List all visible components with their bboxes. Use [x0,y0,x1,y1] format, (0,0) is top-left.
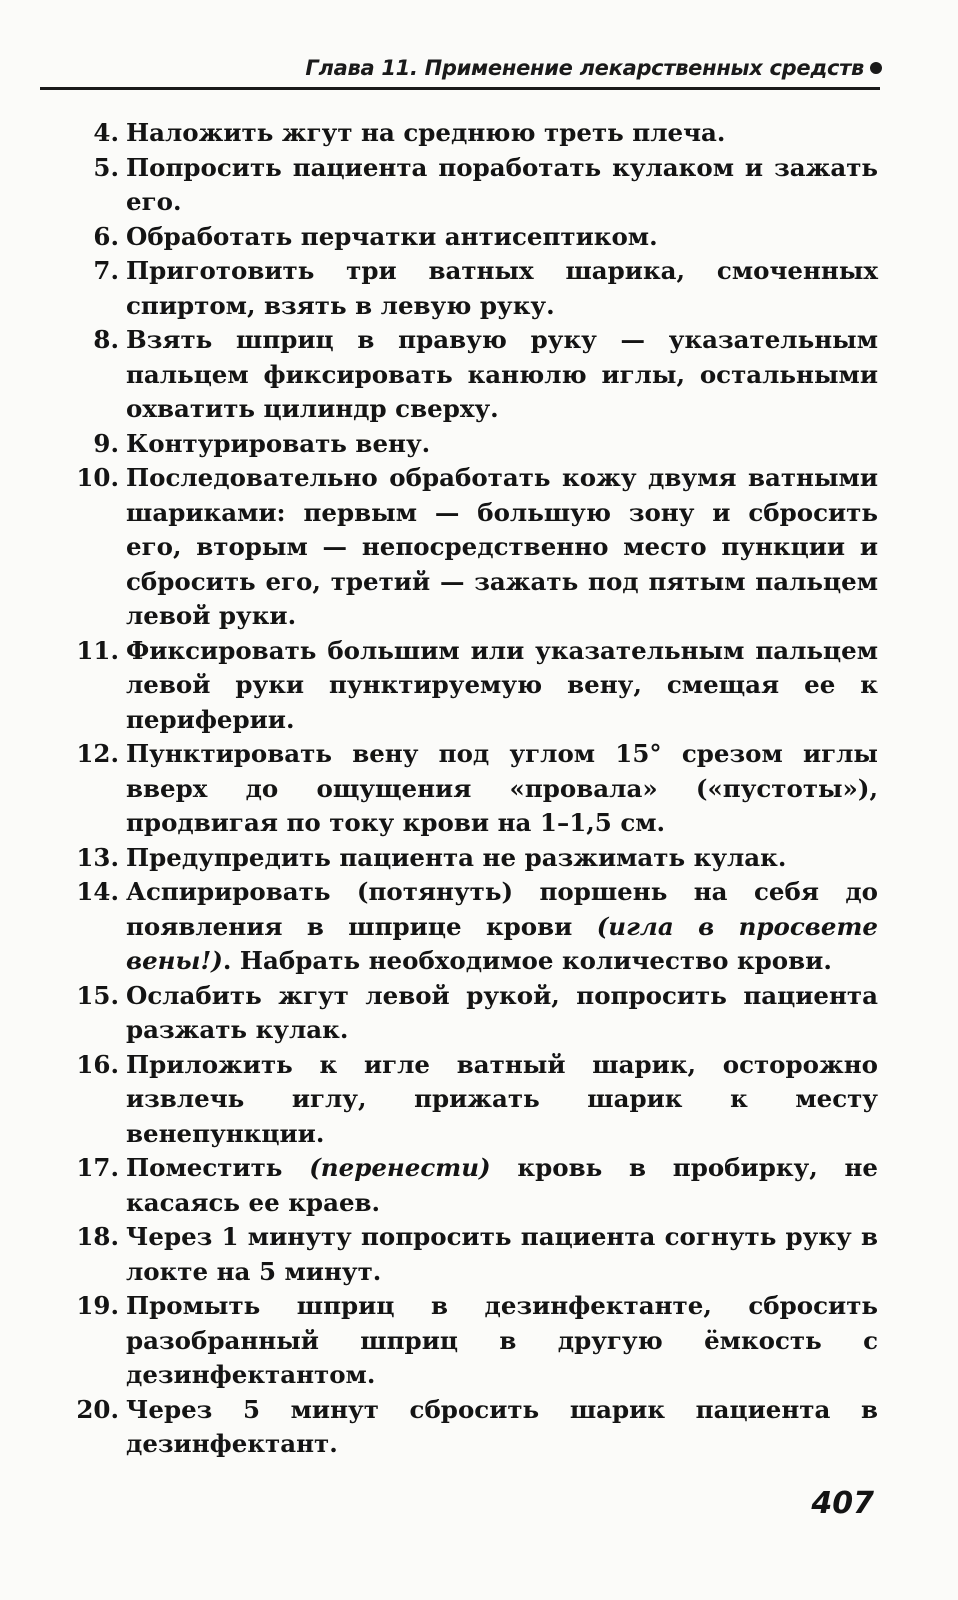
step-number: 5. [93,152,119,182]
step-12 [0,737,958,841]
step-number: 10. [76,463,119,492]
step-17 [0,1151,958,1220]
step-text [126,877,878,975]
step-text: Приготовить три ватных шарика, смоченных спиртом, взять в левую руку. [126,256,878,320]
step-text-emphasis: (перенести) [309,1153,491,1182]
step-16 [0,1048,958,1152]
step-number: 15. [76,980,119,1010]
step-number: 6. [93,221,119,251]
procedure-steps [0,116,958,1462]
step-number: 18. [76,1222,119,1251]
step-number: 11. [76,635,119,665]
running-header [305,56,882,80]
step-14 [0,875,958,979]
step-text-emphasis: (игла в просвете вены!) [126,911,878,975]
step-text: Ослабить жгут левой рукой, попросить пациента разжать кулак. [126,980,878,1044]
chapter-title: Глава 11. Применение лекарственных средств [305,56,864,80]
step-text: Предупредить пациента не разжимать кулак. [126,842,787,872]
step-6 [0,220,958,255]
step-text: Наложить жгут на среднюю треть плеча. [126,118,726,147]
step-number: 7. [93,256,119,285]
step-text [126,1153,878,1217]
step-text: Через 5 минут сбросить шарик пациента в дезинфектант. [126,1394,878,1458]
step-text: Приложить к игле ватный шарик, осторожно извлечь иглу, прижать шарик к месту венепункции. [126,1049,878,1148]
step-text: Промыть шприц в дезинфектанте, сбросить разобранный шприц в другую ёмкость с дезинфектантом. [126,1291,878,1389]
step-number: 17. [76,1153,119,1182]
step-text-tail: кровь в пробирку, не касаясь ее краев. [126,1153,879,1217]
step-5 [0,151,958,220]
step-11 [0,634,958,738]
step-text-main: Аспирировать (потянуть) поршень на себя до появления в шприце крови [126,877,878,941]
step-text: Через 1 минуту попросить пациента согнуть руку в локте на 5 минут. [126,1222,878,1286]
step-number: 16. [76,1049,119,1079]
step-number: 4. [93,118,119,147]
step-number: 20. [76,1394,119,1424]
step-number: 9. [93,428,119,458]
step-text: Фиксировать большим или указательным пальцем левой руки пунктируемую вену, смещая ее к периферии. [126,635,878,734]
step-20 [0,1393,958,1462]
page-number: 407 [811,1486,874,1521]
header-rule [40,87,880,90]
step-4 [0,116,958,151]
step-number: 19. [76,1291,119,1320]
step-text: Последовательно обработать кожу двумя ватными шариками: первым — большую зону и сбросить его, вторым — непосредственно место пункции и сбросить его, третий — зажать под пятым пальцем левой руки. [126,463,878,630]
step-7 [0,254,958,323]
step-number: 14. [76,877,119,906]
step-9 [0,427,958,462]
step-15 [0,979,958,1048]
step-10 [0,461,958,634]
step-text-main: Поместить [126,1153,283,1182]
step-number: 8. [93,325,119,354]
header-bullet-icon [870,62,882,74]
step-text: Обработать перчатки антисептиком. [126,221,658,251]
step-text: Взять шприц в правую руку — указательным пальцем фиксировать канюлю иглы, остальными охватить цилиндр сверху. [126,325,878,423]
step-text: Пунктировать вену под углом 15° срезом иглы вверх до ощущения «провала» («пустоты»), продвигая по току крови на 1–1,5 см. [126,739,878,837]
step-number: 13. [76,842,119,872]
step-8 [0,323,958,427]
step-text: Попросить пациента поработать кулаком и зажать его. [126,152,878,216]
step-text: Контурировать вену. [126,428,431,458]
step-19 [0,1289,958,1393]
step-text-tail: . Набрать необходимое количество крови. [222,946,832,975]
step-number: 12. [76,739,119,768]
step-18 [0,1220,958,1289]
step-13 [0,841,958,876]
